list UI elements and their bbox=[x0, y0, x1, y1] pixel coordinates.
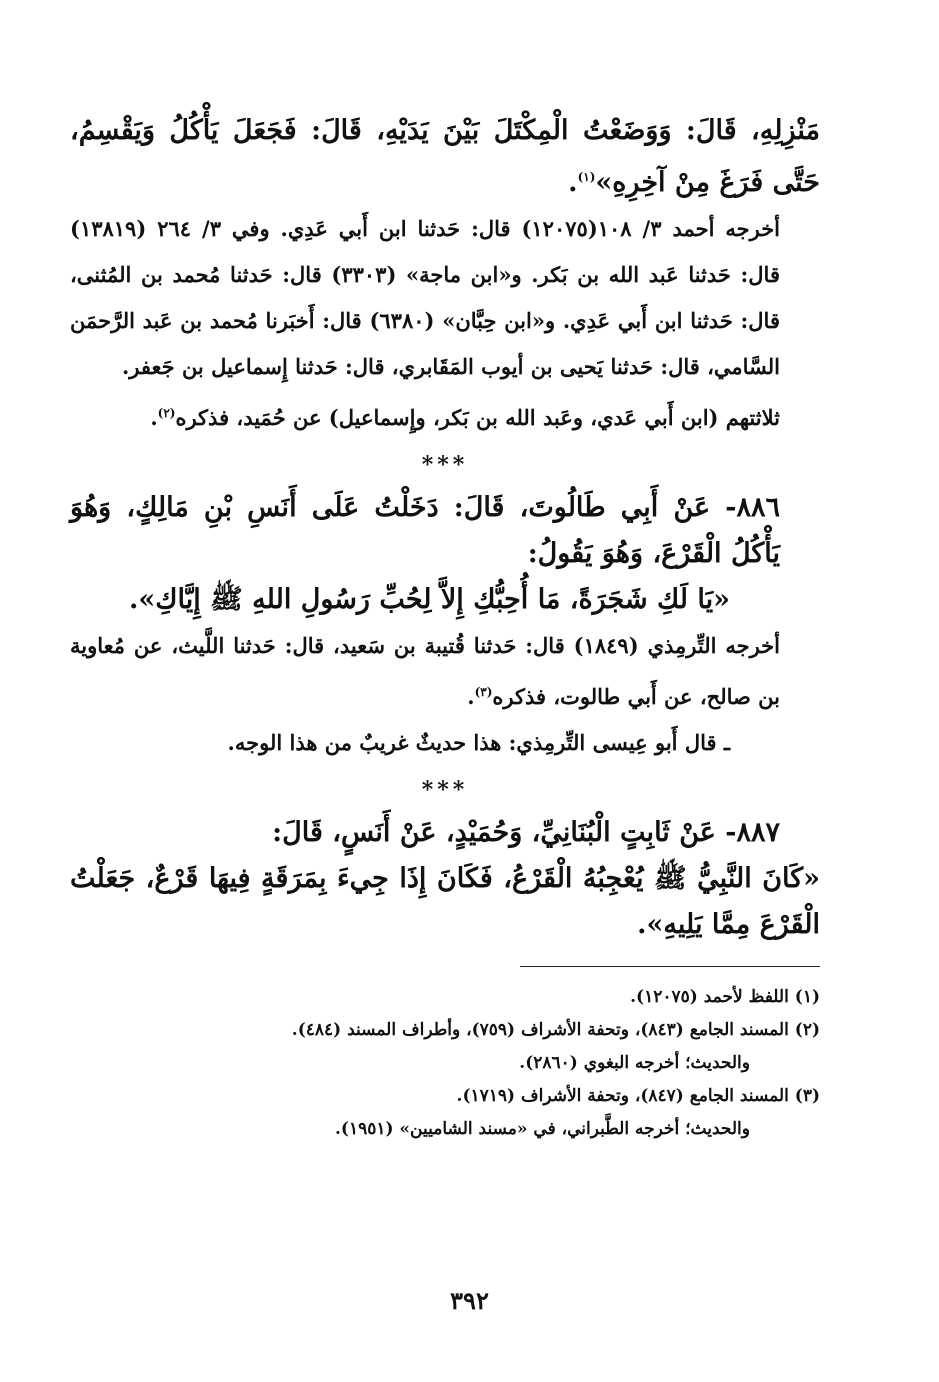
footnote-ref[interactable]: (٣) bbox=[474, 685, 493, 699]
summary-paragraph: ثلاثتهم (ابن أَبي عَدي، وعَبد الله بن بَكر، وإِسماعيل) عن حُمَيد، فذكره$^{(٢)}$. bbox=[150, 405, 780, 430]
hadith-887: ٨٨٧- عَنْ ثَابِتٍ الْبُنَانِيِّ، وَحُمَيْدٍ، عَنْ أَنَسٍ، قَالَ: bbox=[272, 817, 780, 848]
footnote-2-continuation: والحديث؛ أخرجه البغوي (٢٨٦٠). bbox=[519, 1053, 750, 1073]
footnote-ref[interactable]: (١) bbox=[577, 170, 596, 184]
footnote-3: (٣) المسند الجامع (٨٤٧)، وتحفة الأشراف (١٧١٩). bbox=[456, 1086, 820, 1106]
footnote-1: (١) اللفظ لأحمد (١٢٠٧٥). bbox=[630, 987, 820, 1007]
footnote-ref[interactable]: (٢) bbox=[157, 406, 176, 420]
section-separator: *** bbox=[421, 452, 469, 478]
hadith-886-quote: «يَا لَكِ شَجَرَةً، مَا أُحِبُّكِ إِلاَّ لِحُبِّ رَسُولِ اللهِ ﷺ إِيَّاكِ». bbox=[128, 584, 730, 615]
hadith-886: ٨٨٦- عَنْ أَبِي طَالُوتَ، قَالَ: دَخَلْتُ عَلَى أَنَسِ بْنِ مَالِكٍ، وَهُوَ يَأْكُلُ الْقَرْعَ، وَهُوَ يَقُولُ: bbox=[70, 492, 780, 569]
takhrij-paragraph: أخرجه التِّرمِذي (١٨٤٩) قال: حَدثنا قُتيبة بن سَعيد، قال: حَدثنا اللَّيث، عن مُعاوية بن صالح، عن أَبي طالوت، فذكره$^{(٣)}$. bbox=[70, 633, 780, 709]
section-separator: *** bbox=[421, 777, 469, 803]
footnote-2: (٢) المسند الجامع (٨٤٣)، وتحفة الأشراف (٧٥٩)، وأطراف المسند (٤٨٤). bbox=[291, 1020, 820, 1040]
takhrij-paragraph: أخرجه أحمد ٣/ ١٠٨(١٢٠٧٥) قال: حَدثنا ابن أَبي عَدِي. وفي ٣/ ٢٦٤ (١٣٨١٩) قال: حَدثنا عَبد الله بن بَكر. و«ابن ماجة» (٣٣٠٣) قال: حَدثنا مُحمد بن المُثنى، قال: حَدثنا ابن أَبي عَدِي. و«ابن حِبَّان» (٦٣٨٠) قال: أَخبَرنا مُحمد بن عَبد الرَّحمَن السَّامي، قال: حَدثنا يَحيى بن أيوب المَقَابري، قال: حَدثنا إِسماعيل بن جَعفر. bbox=[70, 216, 781, 379]
page-content bbox=[70, 108, 820, 1146]
footnote-divider bbox=[520, 966, 820, 967]
hadith-continuation: مَنْزِلِهِ، قَالَ: وَوَضَعْتُ الْمِكْتَلَ بَيْنَ يَدَيْهِ، قَالَ: فَجَعَلَ يَأْكُلُ وَيَقْسِمُ، حَتَّى فَرَغَ مِنْ آخِرِهِ»$^{(١)}$. bbox=[70, 115, 820, 198]
hadith-887-quote: «كَانَ النَّبِيُّ ﷺ يُعْجِبُهُ الْقَرْعُ، فَكَانَ إِذَا جِيءَ بِمَرَقَةٍ فِيهَا قَرْعٌ، جَعَلْتُ الْقَرْعَ مِمَّا يَلِيهِ». bbox=[70, 863, 820, 940]
tirmidhi-comment: ـ قال أَبو عِيسى التِّرمِذي: هذا حديثٌ غريبٌ من هذا الوجه. bbox=[227, 730, 730, 755]
page-number: ٣٩٢ bbox=[450, 1286, 489, 1315]
hadith-text: مَنْزِلِهِ، قَالَ: وَوَضَعْتُ الْمِكْتَلَ بَيْنَ يَدَيْهِ، قَالَ: فَجَعَلَ يَأْكُلُ وَيَقْسِمُ، حَتَّى فَرَغَ مِنْ آخِرِهِ» bbox=[70, 115, 820, 198]
footnote-3-continuation: والحديث؛ أخرجه الطَّبراني، في «مسند الشاميين» (١٩٥١). bbox=[334, 1119, 750, 1139]
takhrij-text: أخرجه التِّرمِذي (١٨٤٩) قال: حَدثنا قُتيبة بن سَعيد، قال: حَدثنا اللَّيث، عن مُعاوية بن صالح، عن أَبي طالوت، فذكره bbox=[70, 633, 780, 709]
summary-text: ثلاثتهم (ابن أَبي عَدي، وعَبد الله بن بَكر، وإِسماعيل) عن حُمَيد، فذكره bbox=[175, 405, 780, 430]
